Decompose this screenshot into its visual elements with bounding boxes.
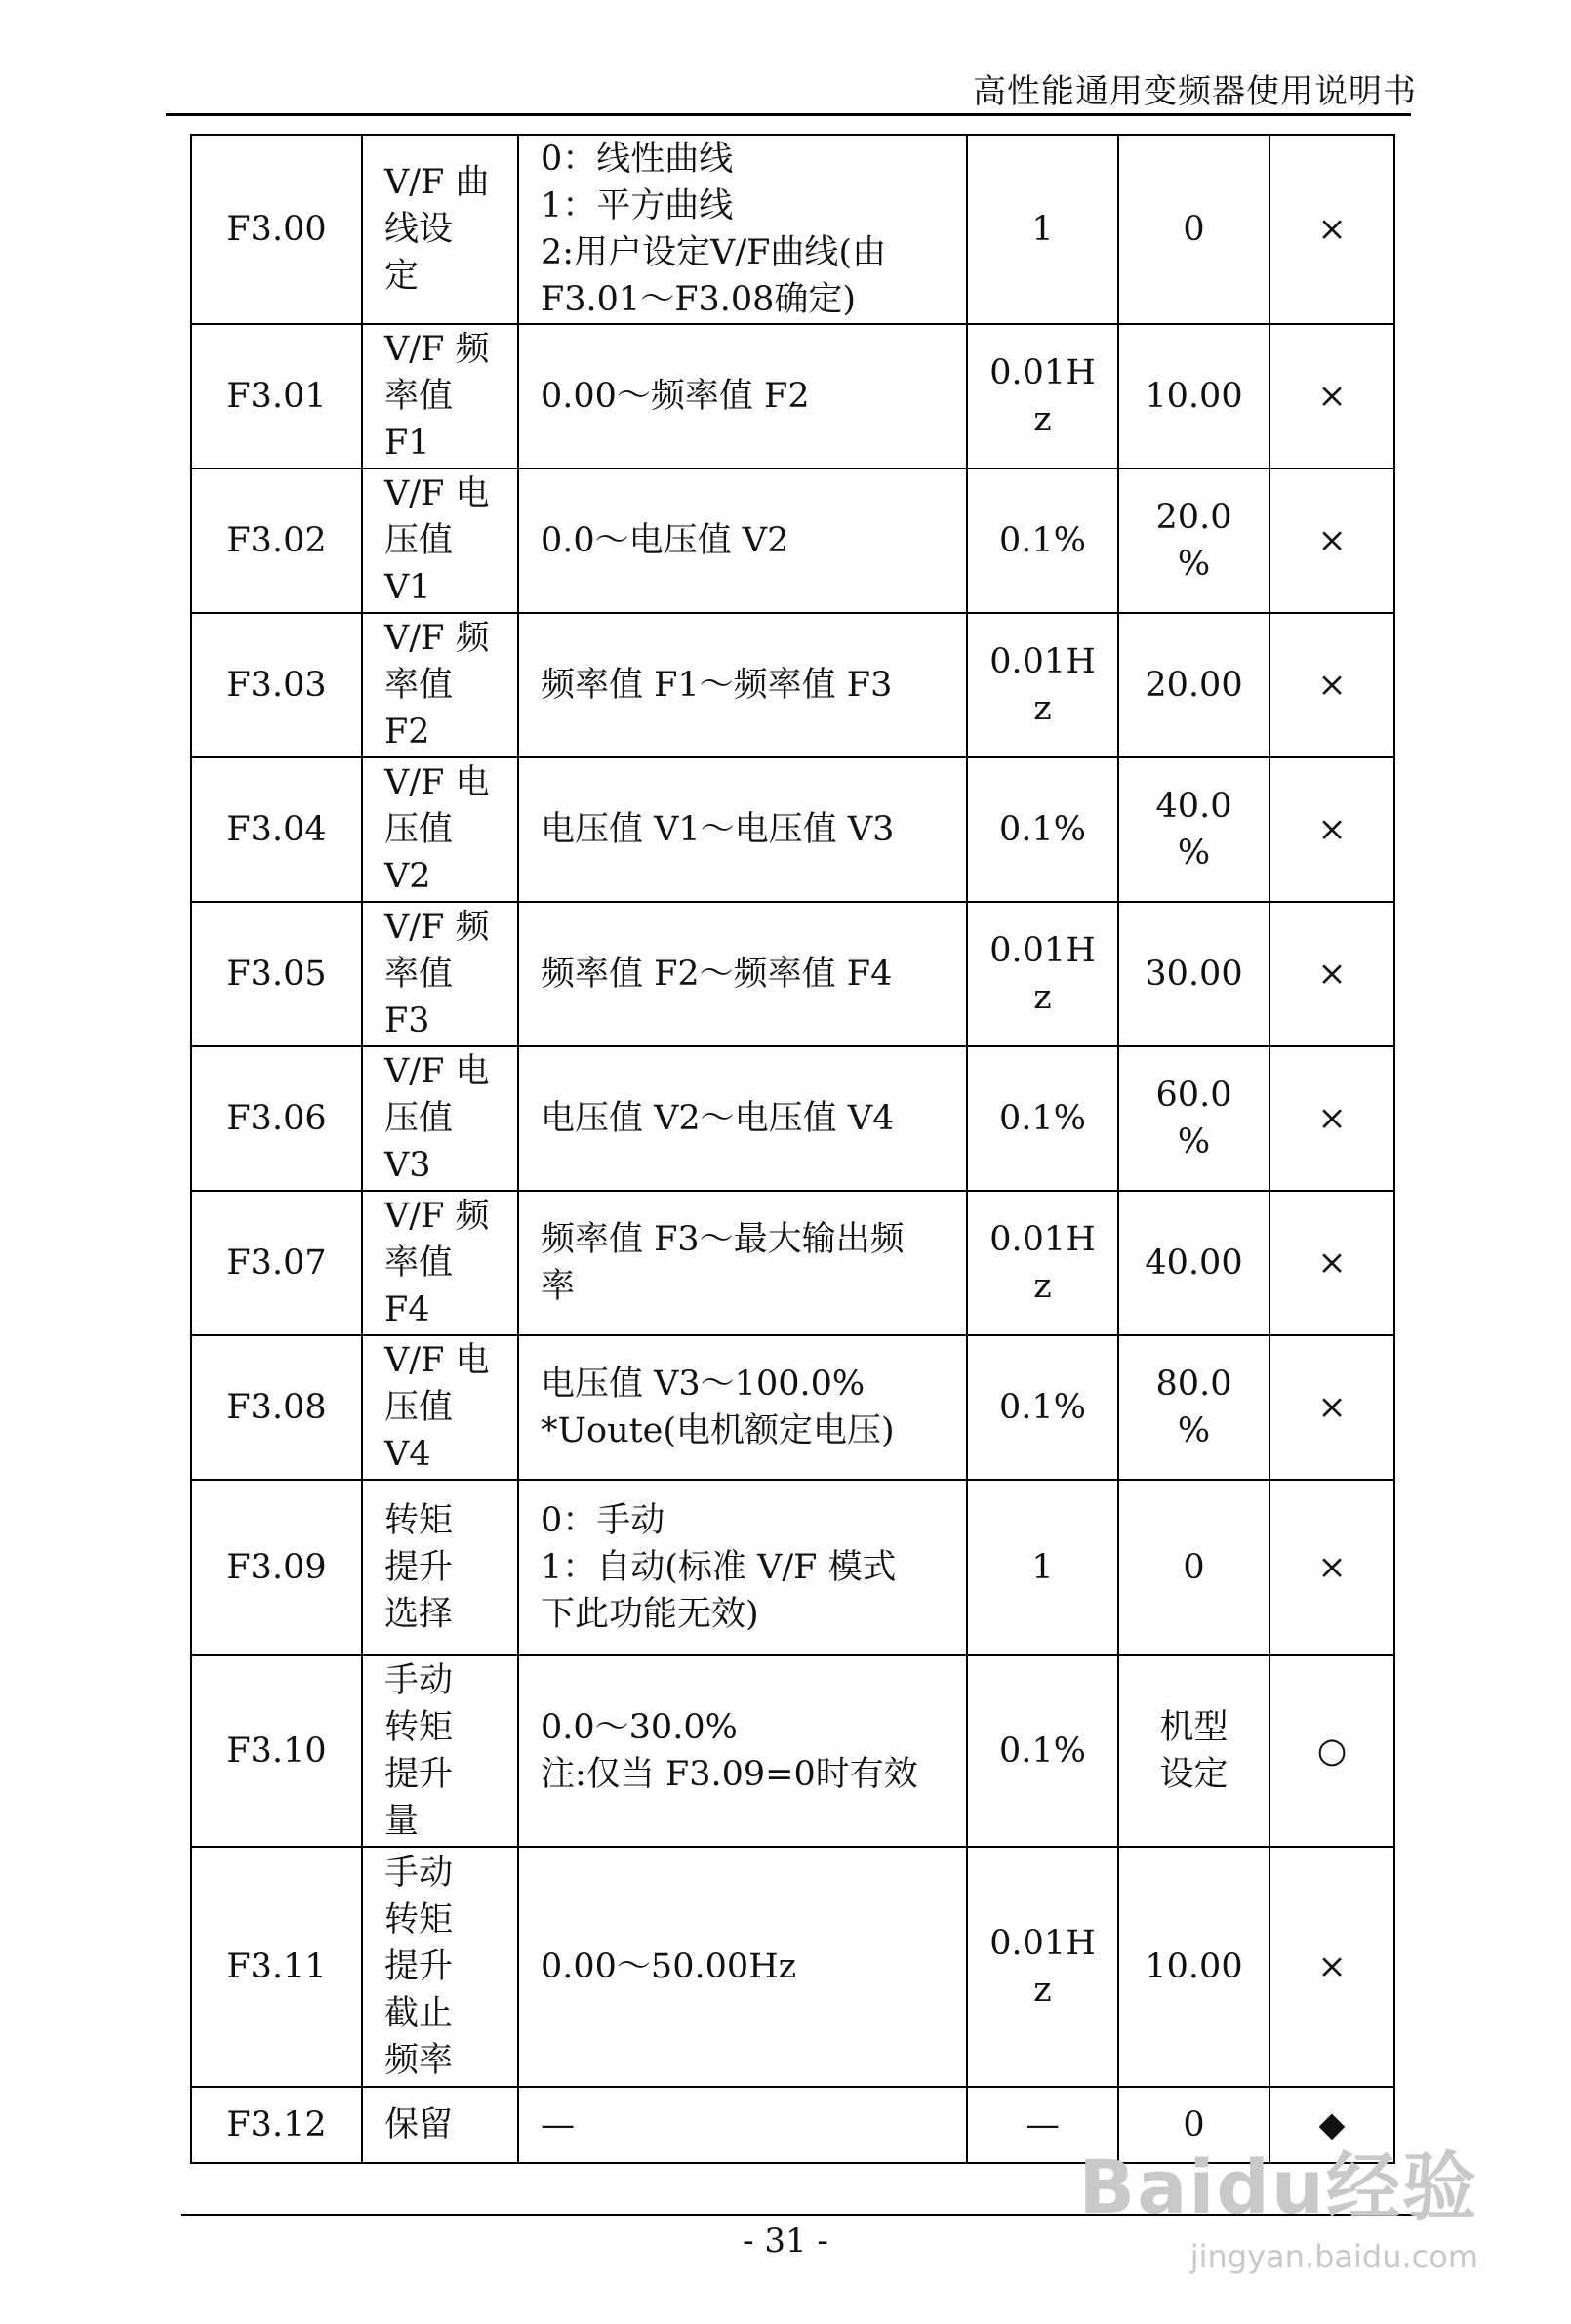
default-text: 10.00 bbox=[1145, 377, 1243, 416]
range-text: 频率值 F2～频率值 F4 bbox=[541, 955, 893, 994]
cell-default bbox=[1118, 1480, 1269, 1655]
code-text: F3.02 bbox=[226, 521, 327, 560]
cell-code bbox=[191, 1847, 362, 2087]
cell-code bbox=[191, 1480, 362, 1655]
cell-name bbox=[362, 1046, 518, 1191]
cell-name bbox=[362, 135, 518, 324]
change-text: × bbox=[1317, 955, 1347, 994]
cell-change bbox=[1269, 1046, 1394, 1191]
unit-text: 0.1% bbox=[999, 810, 1086, 849]
parameter-table-body bbox=[191, 135, 1394, 2163]
default-text: 20.00 bbox=[1145, 666, 1243, 705]
change-text: × bbox=[1317, 810, 1347, 849]
cell-unit bbox=[967, 1046, 1118, 1191]
cell-range bbox=[518, 757, 967, 902]
change-text: × bbox=[1317, 1947, 1347, 1986]
range-text: 电压值 V1～电压值 V3 bbox=[541, 810, 895, 849]
cell-code bbox=[191, 135, 362, 324]
cell-change bbox=[1269, 324, 1394, 469]
range-text: — bbox=[541, 2105, 575, 2144]
cell-name bbox=[362, 1335, 518, 1480]
name-text: V/F 电 压值 V3 bbox=[384, 1052, 490, 1185]
table-row bbox=[191, 613, 1394, 757]
unit-text: 0.01H z bbox=[989, 353, 1096, 439]
cell-default bbox=[1118, 1655, 1269, 1847]
change-text: ◆ bbox=[1318, 2105, 1346, 2144]
cell-code bbox=[191, 902, 362, 1046]
range-text: 0.00～频率值 F2 bbox=[541, 377, 810, 416]
range-text: 0.00～50.00Hz bbox=[541, 1947, 797, 1986]
cell-unit bbox=[967, 135, 1118, 324]
cell-default bbox=[1118, 135, 1269, 324]
cell-default bbox=[1118, 1046, 1269, 1191]
range-text: 0：线性曲线 1：平方曲线 2:用户设定V/F曲线(由 F3.01～F3.08确定) bbox=[541, 140, 887, 319]
cell-range bbox=[518, 469, 967, 613]
code-text: F3.05 bbox=[226, 955, 327, 994]
table-row bbox=[191, 1480, 1394, 1655]
default-text: 40.0 % bbox=[1155, 787, 1232, 873]
cell-code bbox=[191, 324, 362, 469]
cell-unit bbox=[967, 324, 1118, 469]
cell-name bbox=[362, 469, 518, 613]
cell-unit bbox=[967, 902, 1118, 1046]
unit-text: 0.1% bbox=[999, 1388, 1086, 1427]
unit-text: 0.1% bbox=[999, 521, 1086, 560]
cell-default bbox=[1118, 1335, 1269, 1480]
cell-range bbox=[518, 1480, 967, 1655]
unit-text: 0.01H z bbox=[989, 1220, 1096, 1306]
cell-name bbox=[362, 1655, 518, 1847]
cell-change bbox=[1269, 135, 1394, 324]
cell-default bbox=[1118, 902, 1269, 1046]
cell-range bbox=[518, 1655, 967, 1847]
table-row bbox=[191, 1847, 1394, 2087]
table-row bbox=[191, 1335, 1394, 1480]
code-text: F3.10 bbox=[226, 1732, 327, 1771]
cell-code bbox=[191, 2087, 362, 2163]
table-row bbox=[191, 1191, 1394, 1335]
unit-text: 0.1% bbox=[999, 1099, 1086, 1138]
cell-change bbox=[1269, 469, 1394, 613]
unit-text: — bbox=[1026, 2105, 1060, 2144]
range-text: 0：手动 1：自动(标准 V/F 模式 下此功能无效) bbox=[541, 1501, 897, 1634]
code-text: F3.03 bbox=[226, 666, 327, 705]
table-row bbox=[191, 902, 1394, 1046]
cell-range bbox=[518, 2087, 967, 2163]
cell-name bbox=[362, 2087, 518, 2163]
table-row bbox=[191, 469, 1394, 613]
cell-unit bbox=[967, 469, 1118, 613]
change-text: × bbox=[1317, 377, 1347, 416]
cell-range bbox=[518, 1847, 967, 2087]
name-text: V/F 频 率值 F3 bbox=[384, 908, 490, 1040]
code-text: F3.04 bbox=[226, 810, 327, 849]
cell-range bbox=[518, 1335, 967, 1480]
cell-code bbox=[191, 1046, 362, 1191]
range-text: 频率值 F1～频率值 F3 bbox=[541, 666, 893, 705]
unit-text: 0.01H z bbox=[989, 1924, 1096, 2010]
header-rule bbox=[166, 113, 1411, 116]
baidu-watermark bbox=[1049, 2128, 1478, 2284]
cell-default bbox=[1118, 324, 1269, 469]
cell-range bbox=[518, 613, 967, 757]
watermark-url: jingyan.baidu.com bbox=[1189, 2238, 1478, 2275]
change-text: × bbox=[1317, 1244, 1347, 1283]
cell-code bbox=[191, 1335, 362, 1480]
cell-default bbox=[1118, 1191, 1269, 1335]
name-text: V/F 电 压值 V2 bbox=[384, 763, 490, 896]
name-text: V/F 电 压值 V1 bbox=[384, 474, 490, 607]
name-text: V/F 曲 线设 定 bbox=[384, 163, 490, 296]
default-text: 60.0 % bbox=[1155, 1076, 1232, 1162]
cell-change bbox=[1269, 1480, 1394, 1655]
range-text: 0.0～电压值 V2 bbox=[541, 521, 789, 560]
code-text: F3.00 bbox=[226, 210, 327, 249]
table-row bbox=[191, 324, 1394, 469]
name-text: V/F 电 压值 V4 bbox=[384, 1341, 490, 1474]
code-text: F3.01 bbox=[226, 377, 327, 416]
code-text: F3.09 bbox=[226, 1548, 327, 1587]
cell-code bbox=[191, 469, 362, 613]
range-text: 电压值 V2～电压值 V4 bbox=[541, 1099, 895, 1138]
cell-unit bbox=[967, 1655, 1118, 1847]
cell-range bbox=[518, 324, 967, 469]
range-text: 频率值 F3～最大输出频 率 bbox=[541, 1220, 905, 1306]
code-text: F3.06 bbox=[226, 1099, 327, 1138]
cell-range bbox=[518, 1191, 967, 1335]
cell-change bbox=[1269, 613, 1394, 757]
code-text: F3.11 bbox=[226, 1947, 327, 1986]
parameter-table bbox=[190, 134, 1395, 2164]
default-text: 30.00 bbox=[1145, 955, 1243, 994]
name-text: 转矩 提升 选择 bbox=[384, 1501, 454, 1634]
table-row bbox=[191, 757, 1394, 902]
cell-unit bbox=[967, 1191, 1118, 1335]
range-text: 电压值 V3～100.0% *Uoute(电机额定电压) bbox=[541, 1365, 895, 1450]
cell-change bbox=[1269, 757, 1394, 902]
name-text: 手动 转矩 提升 截止 频率 bbox=[384, 1854, 454, 2080]
default-text: 0 bbox=[1183, 2105, 1205, 2144]
cell-code bbox=[191, 757, 362, 902]
cell-name bbox=[362, 757, 518, 902]
cell-unit bbox=[967, 757, 1118, 902]
cell-default bbox=[1118, 1847, 1269, 2087]
cell-unit bbox=[967, 1847, 1118, 2087]
cell-default bbox=[1118, 469, 1269, 613]
default-text: 机型 设定 bbox=[1159, 1708, 1229, 1794]
unit-text: 0.01H z bbox=[989, 931, 1096, 1017]
change-text: × bbox=[1317, 1388, 1347, 1427]
cell-name bbox=[362, 1847, 518, 2087]
change-text: × bbox=[1317, 1548, 1347, 1587]
name-text: 手动 转矩 提升 量 bbox=[384, 1661, 454, 1841]
cell-change bbox=[1269, 1655, 1394, 1847]
change-text: × bbox=[1317, 210, 1347, 249]
page-number: - 31 - bbox=[743, 2222, 828, 2261]
cell-code bbox=[191, 613, 362, 757]
default-text: 40.00 bbox=[1145, 1244, 1243, 1283]
cell-range bbox=[518, 902, 967, 1046]
name-text: V/F 频 率值 F1 bbox=[384, 330, 490, 463]
cell-unit bbox=[967, 1480, 1118, 1655]
document-header-title: 高性能通用变频器使用说明书 bbox=[973, 72, 1417, 111]
cell-change bbox=[1269, 1847, 1394, 2087]
cell-name bbox=[362, 902, 518, 1046]
code-text: F3.08 bbox=[226, 1388, 327, 1427]
default-text: 10.00 bbox=[1145, 1947, 1243, 1986]
cell-name bbox=[362, 1191, 518, 1335]
table-row bbox=[191, 1655, 1394, 1847]
name-text: V/F 频 率值 F2 bbox=[384, 619, 490, 752]
unit-text: 1 bbox=[1031, 210, 1054, 249]
cell-default bbox=[1118, 757, 1269, 902]
code-text: F3.07 bbox=[226, 1244, 327, 1283]
table-row bbox=[191, 135, 1394, 324]
default-text: 0 bbox=[1183, 210, 1205, 249]
change-text: × bbox=[1317, 666, 1347, 705]
cell-code bbox=[191, 1655, 362, 1847]
unit-text: 0.1% bbox=[999, 1732, 1086, 1771]
cell-name bbox=[362, 613, 518, 757]
cell-change bbox=[1269, 902, 1394, 1046]
name-text: V/F 频 率值 F4 bbox=[384, 1197, 490, 1329]
default-text: 20.0 % bbox=[1155, 498, 1232, 584]
cell-unit bbox=[967, 613, 1118, 757]
code-text: F3.12 bbox=[226, 2105, 327, 2144]
change-text: ○ bbox=[1316, 1732, 1348, 1771]
unit-text: 1 bbox=[1031, 1548, 1054, 1587]
cell-change bbox=[1269, 1335, 1394, 1480]
table-row bbox=[191, 1046, 1394, 1191]
cell-default bbox=[1118, 613, 1269, 757]
unit-text: 0.01H z bbox=[989, 642, 1096, 728]
cell-name bbox=[362, 1480, 518, 1655]
default-text: 0 bbox=[1183, 1548, 1205, 1587]
watermark-logo: Baidu经验 bbox=[1078, 2143, 1478, 2230]
cell-change bbox=[1269, 1191, 1394, 1335]
default-text: 80.0 % bbox=[1155, 1365, 1232, 1450]
cell-range bbox=[518, 1046, 967, 1191]
cell-name bbox=[362, 324, 518, 469]
name-text: 保留 bbox=[384, 2105, 454, 2144]
change-text: × bbox=[1317, 1099, 1347, 1138]
range-text: 0.0～30.0% 注:仅当 F3.09=0时有效 bbox=[541, 1708, 918, 1794]
cell-code bbox=[191, 1191, 362, 1335]
cell-unit bbox=[967, 1335, 1118, 1480]
change-text: × bbox=[1317, 521, 1347, 560]
cell-range bbox=[518, 135, 967, 324]
